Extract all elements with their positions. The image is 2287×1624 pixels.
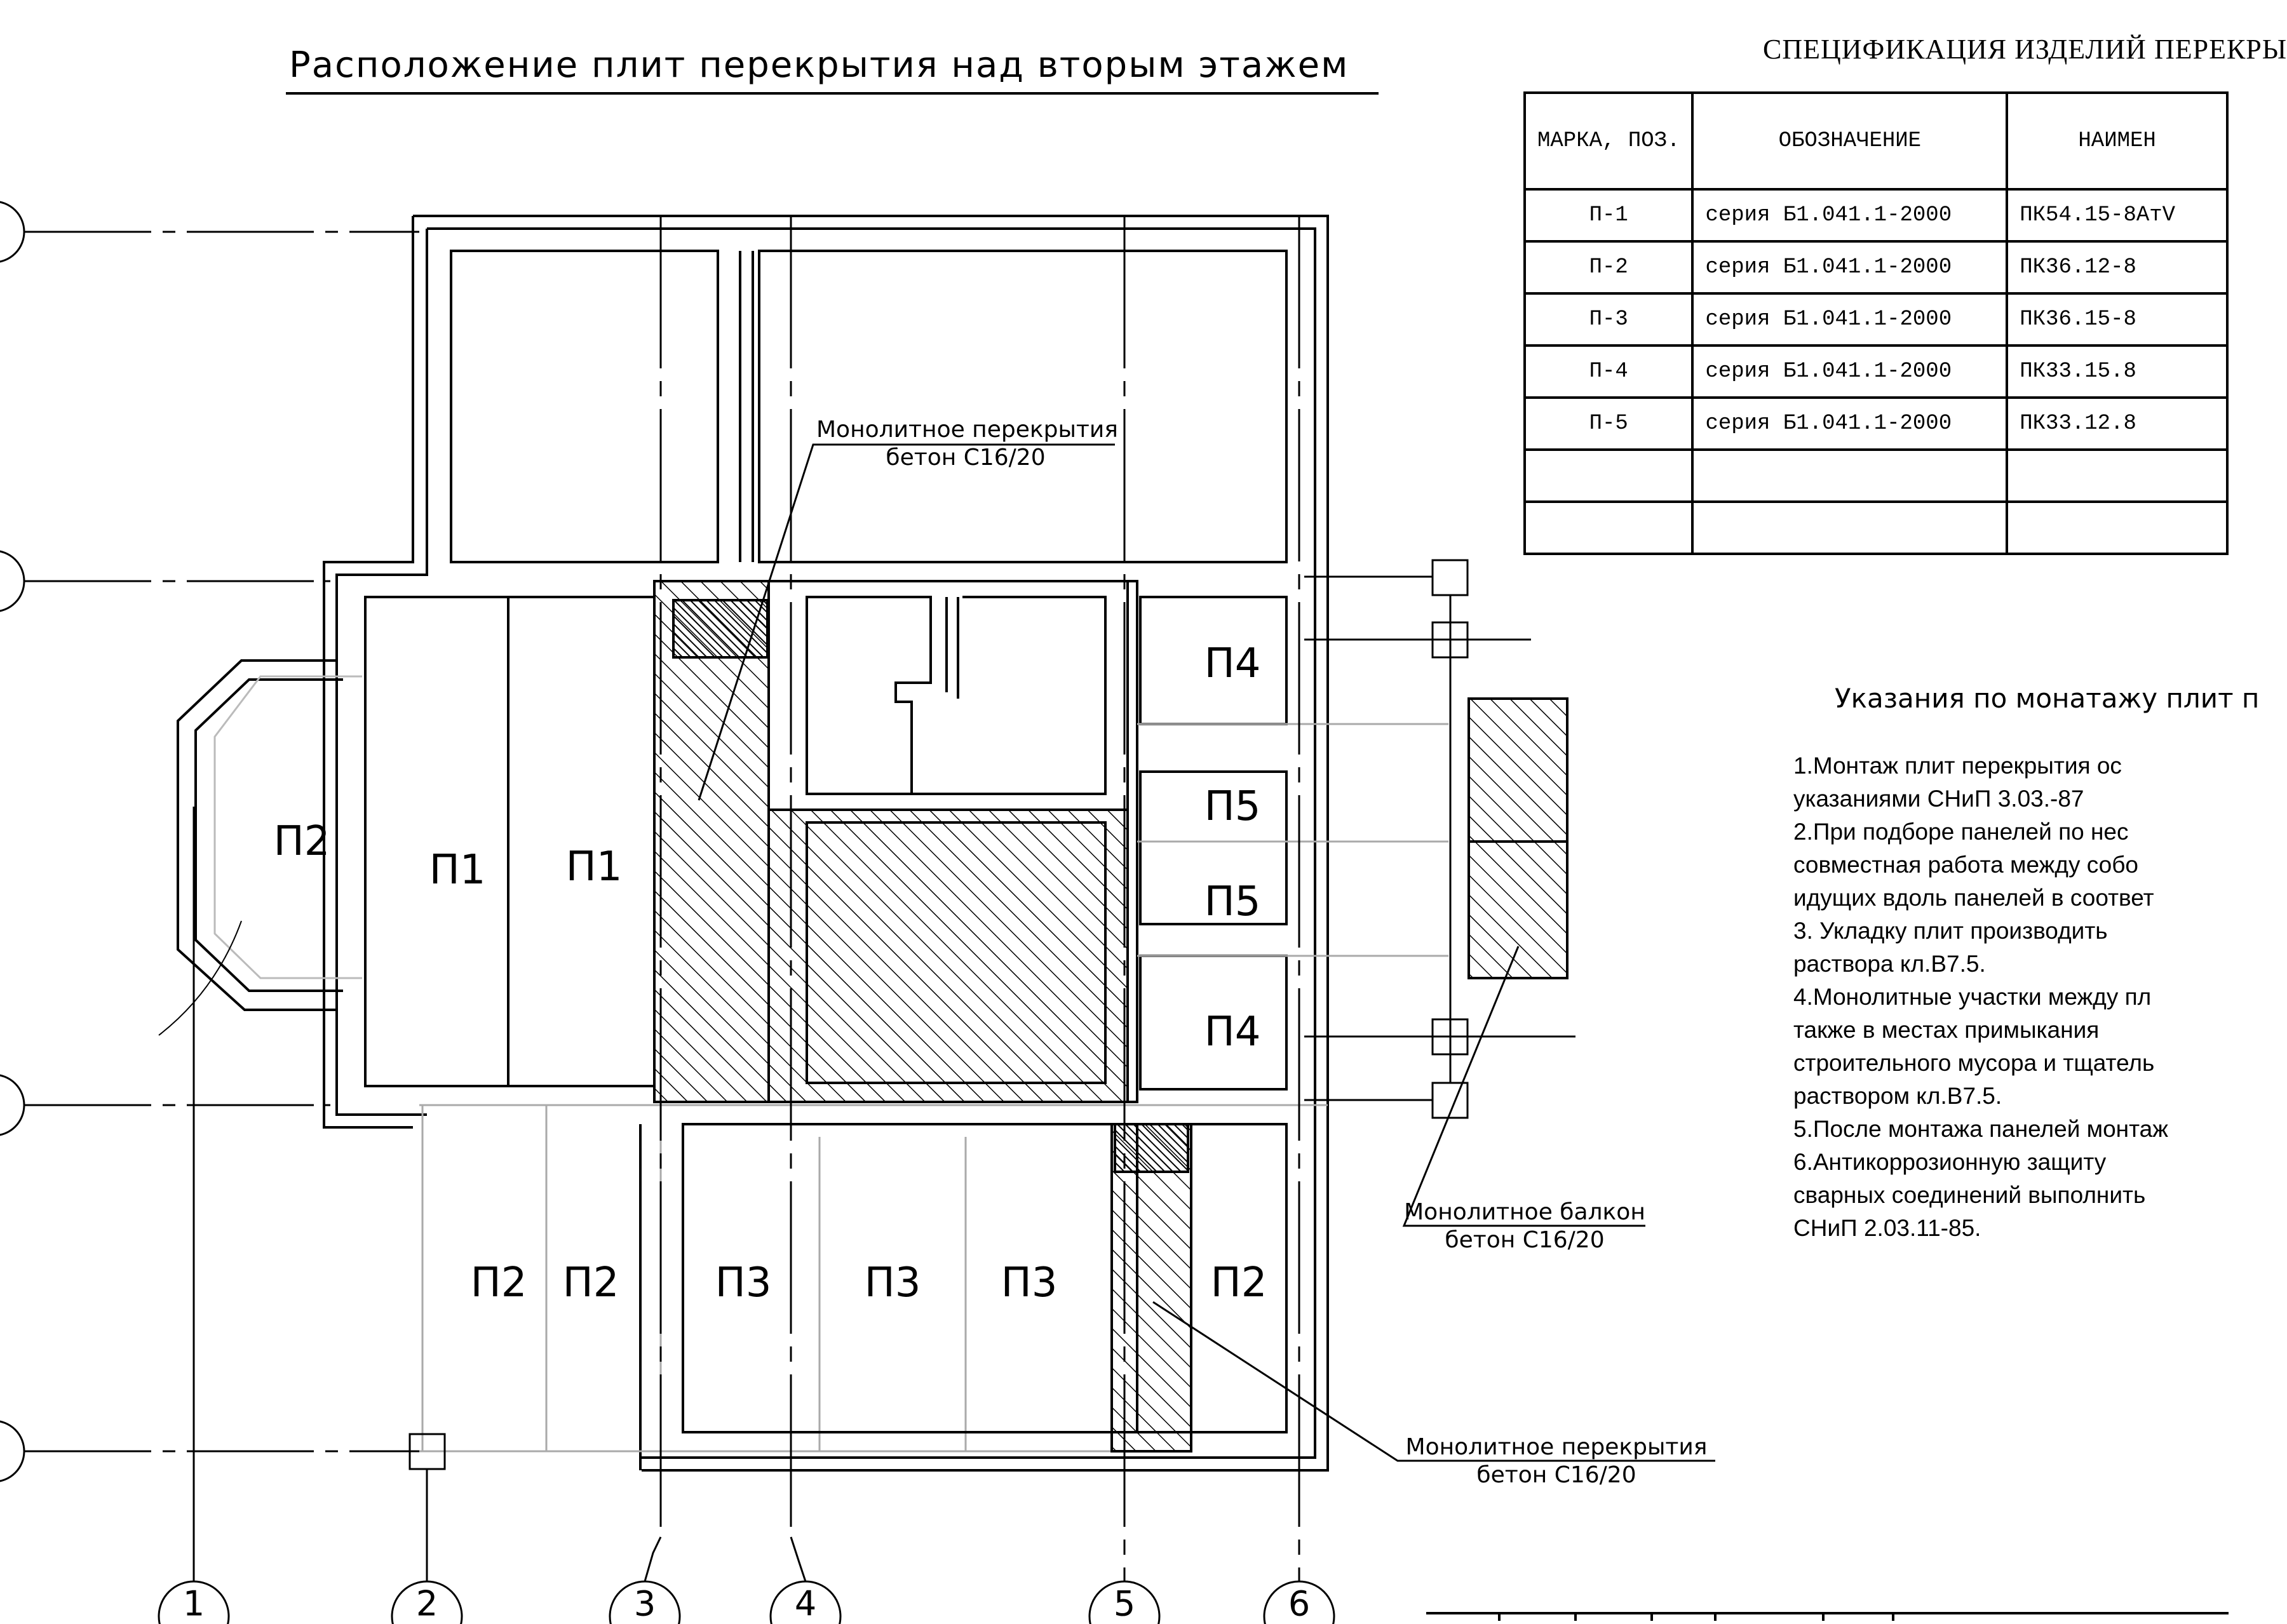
notes-body bbox=[1793, 749, 2238, 1245]
spec-header-mark: МАРКА, ПОЗ. bbox=[1525, 93, 1692, 189]
panel-label-p1: П1 bbox=[565, 843, 623, 890]
note-line: 2.При подборе панелей по нес bbox=[1793, 819, 2129, 845]
note-line: раствором кл.В7.5. bbox=[1793, 1083, 2002, 1109]
callout-line: Монолитное перекрытия bbox=[1405, 1434, 1708, 1460]
spec-cell-mark: П-3 bbox=[1525, 293, 1692, 346]
note-line: 4.Монолитные участки между пл bbox=[1793, 984, 2152, 1010]
spec-cell-name bbox=[2007, 450, 2227, 502]
spec-cell-designation: серия Б1.041.1-2000 bbox=[1692, 346, 2007, 398]
spec-cell-name bbox=[2007, 502, 2227, 554]
callout-line: Монолитное балкон bbox=[1404, 1199, 1645, 1225]
spec-cell-mark bbox=[1525, 502, 1692, 554]
horizontal-grid-axes bbox=[0, 201, 419, 1482]
callout-line: бетон С16/20 bbox=[1476, 1462, 1636, 1488]
spec-cell-name: ПК36.15-8 bbox=[2007, 293, 2227, 346]
spec-cell-name: ПК54.15-8АтV bbox=[2007, 189, 2227, 241]
spec-cell-designation: серия Б1.041.1-2000 bbox=[1692, 398, 2007, 450]
note-line: СНиП 2.03.11-85. bbox=[1793, 1215, 1981, 1241]
spec-cell-name: ПК36.12-8 bbox=[2007, 241, 2227, 293]
axis-label: 4 bbox=[794, 1583, 817, 1624]
notes-title: Указания по монатажу плит п bbox=[1835, 683, 2260, 714]
bay-window bbox=[159, 661, 362, 1581]
note-line: 5.После монтажа панелей монтаж bbox=[1793, 1116, 2168, 1142]
panel-label-p1: П1 bbox=[429, 847, 486, 894]
note-line: строительного мусора и тщатель bbox=[1793, 1050, 2155, 1076]
title-block-stub bbox=[1426, 1613, 2229, 1621]
spec-cell-designation bbox=[1692, 502, 2007, 554]
note-line: 3. Укладку плит производить bbox=[1793, 918, 2108, 944]
note-line: 6.Антикоррозионную защиту bbox=[1793, 1149, 2107, 1175]
panel-label-p4: П4 bbox=[1204, 1009, 1261, 1056]
spec-header-name: НАИМЕН bbox=[2007, 93, 2227, 189]
spec-cell-mark bbox=[1525, 450, 1692, 502]
note-line: 1.Монтаж плит перекрытия ос bbox=[1793, 753, 2122, 779]
spec-row bbox=[1525, 450, 2227, 502]
spec-cell-designation: серия Б1.041.1-2000 bbox=[1692, 293, 2007, 346]
note-line: раствора кл.В7.5. bbox=[1793, 951, 1986, 977]
spec-row bbox=[1525, 241, 2227, 293]
panel-label-p4: П4 bbox=[1204, 640, 1261, 687]
callout-monolith-floor-top bbox=[816, 416, 1118, 472]
note-line: идущих вдоль панелей в соответ bbox=[1793, 885, 2154, 911]
note-line: также в местах примыкания bbox=[1793, 1017, 2100, 1043]
spec-row bbox=[1525, 502, 2227, 554]
axis-label: 5 bbox=[1113, 1583, 1136, 1624]
spec-cell-name: ПК33.12.8 bbox=[2007, 398, 2227, 450]
spec-cell-designation: серия Б1.041.1-2000 bbox=[1692, 189, 2007, 241]
callout-monolith-balcony bbox=[1398, 1198, 1652, 1254]
panel-label-p2: П2 bbox=[562, 1259, 619, 1306]
title-underline bbox=[286, 92, 1379, 95]
panel-label-p3: П3 bbox=[1001, 1259, 1058, 1306]
axis-label: 2 bbox=[415, 1583, 438, 1624]
spec-row bbox=[1525, 398, 2227, 450]
panel-label-p5: П5 bbox=[1204, 783, 1261, 830]
panel-label-p2: П2 bbox=[273, 818, 330, 865]
callout-line: бетон С16/20 bbox=[886, 445, 1046, 471]
note-line: указаниями СНиП 3.03.-87 bbox=[1793, 786, 2084, 812]
panel-label-p5: П5 bbox=[1204, 878, 1261, 925]
spec-cell-name: ПК33.15.8 bbox=[2007, 346, 2227, 398]
axis-label: 6 bbox=[1288, 1583, 1311, 1624]
lower-rooms bbox=[683, 1124, 1286, 1432]
spec-cell-mark: П-4 bbox=[1525, 346, 1692, 398]
spec-row bbox=[1525, 293, 2227, 346]
spec-header-designation: ОБОЗНАЧЕНИЕ bbox=[1692, 93, 2007, 189]
spec-cell-designation bbox=[1692, 450, 2007, 502]
panel-label-p3: П3 bbox=[864, 1259, 921, 1306]
spec-cell-mark: П-1 bbox=[1525, 189, 1692, 241]
spec-row bbox=[1525, 346, 2227, 398]
panel-label-p3: П3 bbox=[715, 1259, 772, 1306]
callout-line: бетон С16/20 bbox=[1445, 1227, 1605, 1253]
drawing-title: Расположение плит перекрытия над вторым этажем bbox=[289, 44, 1349, 86]
spec-cell-designation: серия Б1.041.1-2000 bbox=[1692, 241, 2007, 293]
spec-table bbox=[1523, 91, 2229, 555]
callout-monolith-floor-bottom bbox=[1401, 1433, 1712, 1489]
note-line: сварных соединений выполнить bbox=[1793, 1182, 2146, 1208]
spec-header-row bbox=[1525, 93, 2227, 189]
note-line: совместная работа между собо bbox=[1793, 852, 2139, 878]
axis-label: 3 bbox=[633, 1583, 656, 1624]
spec-row bbox=[1525, 189, 2227, 241]
panel-label-p2: П2 bbox=[1210, 1259, 1267, 1306]
top-rooms bbox=[451, 251, 1286, 562]
spec-table-title: СПЕЦИФИКАЦИЯ ИЗДЕЛИЙ ПЕРЕКРЫ bbox=[1763, 34, 2287, 65]
panel-label-p2: П2 bbox=[470, 1259, 527, 1306]
spec-cell-mark: П-5 bbox=[1525, 398, 1692, 450]
callout-line: Монолитное перекрытия bbox=[816, 417, 1118, 443]
spec-cell-mark: П-2 bbox=[1525, 241, 1692, 293]
axis-label: 1 bbox=[182, 1583, 205, 1624]
